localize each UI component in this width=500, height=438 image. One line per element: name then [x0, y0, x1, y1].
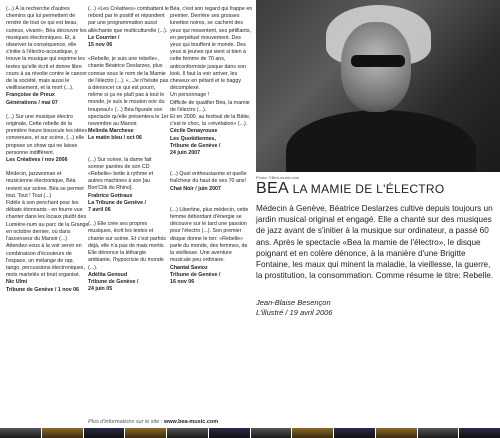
- byline: [256, 298, 332, 318]
- article-title: [256, 180, 445, 198]
- strip-thumbnail: [0, 428, 41, 438]
- strip-thumbnail: [42, 428, 83, 438]
- artist-photo: [256, 0, 500, 172]
- press-quote: (...) Quel enthousiasme et quelle fraîcheur du haut de ses 70 ans! Chat Noir / juin 2007: [170, 171, 247, 192]
- footer: [88, 419, 218, 425]
- press-quote: Béa, c'est son regard qui frappe en premier. Derrière ses grosses lunettes noires, se cachent des yeux qui ressentent, ses pétillants, en perpétuel mouvement. Des yeux qui bouffent le monde. Des yeux si jeunes qui vient si bien à cette femme de 70 ans, anticonformiste jusque dans son look. Il faut la voir arriver, les cheveux en pétard et le baggy décomplexé. Un personnage ! Difficile de qualifier Béa, la mamie de l'électro (...). Et en 2000, au festival de la Bâtie, c'est le choc, la «révélation» (...). Cécile Denayrouse Les Quotidiennes, Tribune de Genève / 24 juin 2007: [170, 6, 253, 157]
- strip-thumbnail: [418, 428, 459, 438]
- press-quote: (...) Elle crée ses propres musiques, écrit les textes et chante sur scène. Et c'est parfois déjà, elle n'a pas de mais mortis. Elle dénonce la léthargie ambiante, l'hypocrisie du monde (...). Adélita Genoud Tribune de Genève / 24 juin 05: [88, 221, 166, 293]
- strip-thumbnail: [251, 428, 292, 438]
- footer-link[interactable]: www.bea-music.com: [163, 419, 219, 425]
- strip-thumbnail: [84, 428, 125, 438]
- press-quote: «Rebelle, je suis une rebelle», chante Béatrice Deslarzes, plus connue sous le nom de la Mamie de l'électro (...). «...Je n'hésite pas à dénoncer ce qui est pourri, même si ça ne plaît pas à tout le monde, je suis le mouton noir du troupeau!» (...) Béa figurale son spectacle qu'elle présentera le 1er novembre au Manoir. Melinda Marchese Le matin bleu / oct 06: [88, 56, 169, 142]
- photo-credit: Photo: ©Bea-music.com: [256, 175, 300, 180]
- byline-source: L'illustré / 19 avril 2006: [256, 308, 333, 317]
- photo-strip: [0, 428, 500, 438]
- title-sub: LA MAMIE DE L'ÉLECTRO: [292, 182, 445, 196]
- strip-thumbnail: [209, 428, 250, 438]
- footer-text: Plus d'informations sur le site :: [88, 419, 163, 425]
- article-intro: Médecin à Genève, Béatrice Deslarzes cultive depuis toujours un jardin musical original et engagé. Elle a chanté sur des musiques de jazz avant de s'initier à la musique sur ordinateur, a passé 60 ans. Après le spectacle «Bea la mamie de l'électro», le disque poignant et en colère dénonce, à la manière d'une Brigitte Fontaine, les maux qui minent la maladie, la vieillesse, la guerre, la prostitution, la consommation. Comme résume le titre: Rebelle.: [256, 204, 494, 281]
- photo-face: [341, 22, 411, 112]
- photo-coat: [286, 110, 476, 172]
- press-quote: (...) Sur une musique électro originale, Cette rebelle de la première heure bouscule les idées convenues, et sur scène, (...) elle propose un show qui ne laisse personne indifférent. Les Créatives / nov 2006: [6, 113, 87, 164]
- strip-thumbnail: [376, 428, 417, 438]
- byline-author: Jean-Blaise Besençon: [256, 298, 331, 307]
- photo-sunglasses: [351, 55, 405, 67]
- press-column-1: [6, 6, 89, 301]
- press-quote: (...) À la recherche d'autres chemins qui lui permettent de rendre de tout ce qui est beau, curieux, vivant», Béa découvre les musiques électroniques. Et, à observer la conséquence, elle s'initie à l'électro-acoustique, y trouve la musique qui exprime les textes qu'elle écrit et donne libre cours à sa révolte contre le cancer de la société, mais aussi le vieillissement, et la mort (...). Françoise de Preux Générations / mai 07: [6, 6, 87, 106]
- strip-thumbnail: [167, 428, 208, 438]
- press-column-2: [88, 6, 169, 300]
- strip-thumbnail: [125, 428, 166, 438]
- strip-thumbnail: [459, 428, 500, 438]
- press-column-3: [170, 6, 253, 293]
- press-quote: Médecin, jazzwoman et musicienne électronique, Béa revient sur scène. Béa se permet tout. Tout ! Tout (...) Fidèle à son penchant pour les débats étonnants - en fourre vue chanter dans les locaux plutôt des Lumière-num au parc de la Grange en octobre dernier, où dans l'ascenseur du Manoir (...) Attendez-vous à la voir servir en combinaison d'écouteurs de l'espace, un mélange de rap, tango, percussions électroniques, mots martelés et bruit organisé. Nic Ulmi Tribune de Genève / 1 nov 06: [6, 171, 89, 293]
- press-quote: (...) «Les Créatives» combattent le rebord par le positif et répondent par une programmation aussi alléchante que multiculturelle (...). Le Courrier / 15 nov 06: [88, 6, 169, 49]
- strip-thumbnail: [292, 428, 333, 438]
- title-main: BEA: [256, 180, 289, 197]
- press-quote: (...) Libertine, plus médecin, cette femme débordant d'énergie se découvre sur le tard une passion pour l'électro (...). Son premier disque donne le ton: «Rebelle» parle du monde, des femmes, de la vieillesse. Une aventure musicale peu ordinaire. Chantal Savioz Tribune de Genève / 16 nov 06: [170, 206, 249, 285]
- strip-thumbnail: [334, 428, 375, 438]
- press-quote: (...) Sur scène, la dame fait sonner paroles de son CD «Rebelle» botte à rythme et autres machines à son [au Bon'Clik du Rhino]. Frabrice Gottraux La Tribune de Genève / 7 avril 06: [88, 156, 154, 214]
